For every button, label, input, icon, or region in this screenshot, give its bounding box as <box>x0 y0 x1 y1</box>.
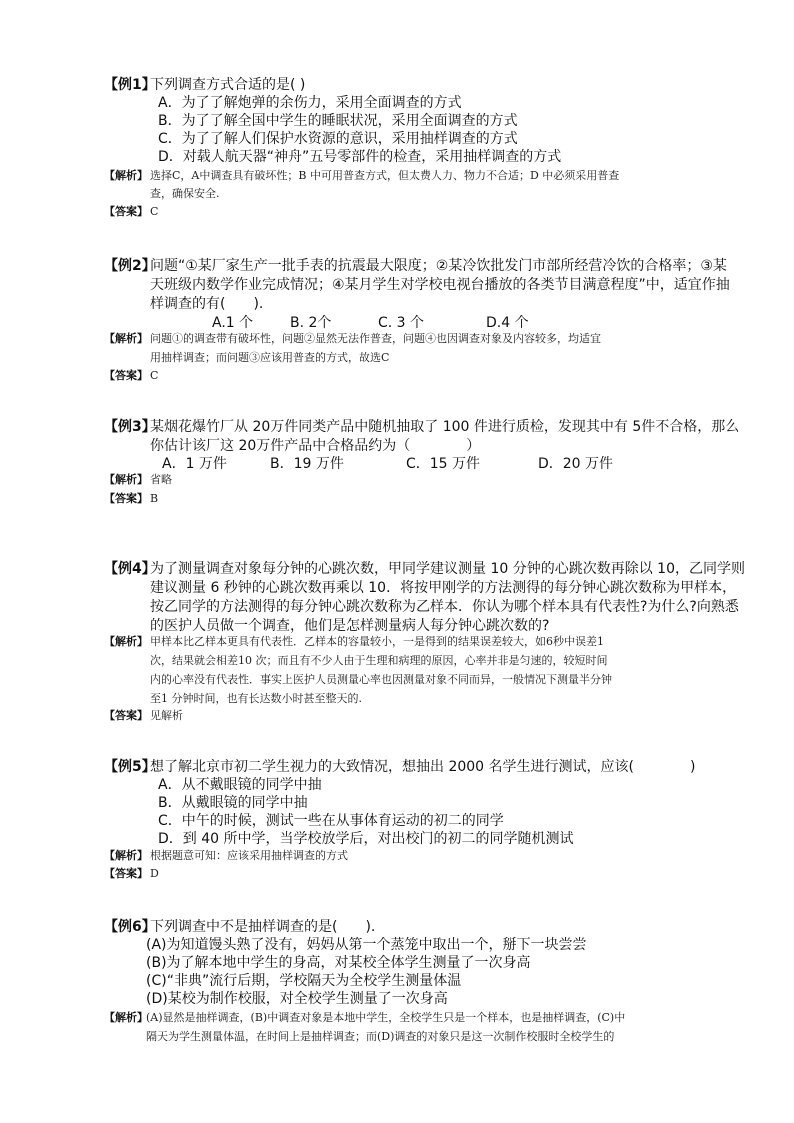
option-b: B. 2个 <box>290 315 332 331</box>
option-d: D．对载人航天器“神舟”五号零部件的检查，采用抽样调查的方式 <box>158 149 562 165</box>
answer-value: B <box>150 492 159 505</box>
example-tag: 【例5】 <box>104 759 156 775</box>
answer-value: C <box>150 369 159 382</box>
answer-label: 【答案】 <box>104 709 148 722</box>
analysis-label: 【解析】 <box>104 1011 148 1024</box>
analysis-line: 选择C，A中调查具有破坏性；B 中可用普查方式，但太费人力、物力不合适；D 中必须采用普查 <box>150 169 620 182</box>
option-a: A.1 个 <box>212 315 254 331</box>
example-tag: 【例2】 <box>104 258 156 274</box>
option-b: B．从戴眼镜的同学中抽 <box>158 795 308 811</box>
option-d: D.4 个 <box>486 315 529 331</box>
option-c: C．15 万件 <box>406 456 481 472</box>
answer-value: C <box>150 205 159 218</box>
example-tag: 【例6】 <box>104 919 156 935</box>
answer-label: 【答案】 <box>104 867 148 880</box>
analysis-line: 至1 分钟时间，也有长达数小时甚至整天的. <box>150 692 362 705</box>
option-c: C．为了了解人们保护水资源的意识，采用抽样调查的方式 <box>158 131 518 147</box>
option-c: C. 3 个 <box>378 315 425 331</box>
question-line: 天班级内数学作业完成情况；④某月学生对学校电视台播放的各类节目满意程度”中，适宜作抽 <box>150 277 730 293</box>
option-a: A．从不戴眼镜的同学中抽 <box>158 777 322 793</box>
analysis-label: 【解析】 <box>104 849 148 862</box>
question-line: 问题“①某厂家生产一批手表的抗震最大限度；②某冷饮批发门市部所经营冷饮的合格率；③某 <box>150 258 727 274</box>
option-b: B．为了了解全国中学生的睡眠状况，采用全面调查的方式 <box>158 113 518 129</box>
question-line: 建议测量 6 秒钟的心跳次数再乘以 10．将按甲刚学的方法测得的每分钟心跳次数称为甲样本， <box>150 580 737 596</box>
option-d: D．到 40 所中学，当学校放学后，对出校门的初二的同学随机测试 <box>158 831 574 847</box>
option-a: (A)为知道馒头熟了没有，妈妈从第一个蒸笼中取出一个，掰下一块尝尝 <box>146 937 587 953</box>
analysis-line: (A)显然是抽样调查，(B)中调查对象是本地中学生，全校学生只是一个样本，也是抽样调查，(C)中 <box>146 1011 626 1024</box>
question-line: 某烟花爆竹厂从 20万件同类产品中随机抽取了 100 件进行质检，发现其中有 5件不合格，那么 <box>150 419 740 435</box>
answer-label: 【答案】 <box>104 369 148 382</box>
analysis-label: 【解析】 <box>104 635 148 648</box>
analysis-line: 查，确保安全. <box>150 187 220 200</box>
example-tag: 【例1】 <box>104 77 156 93</box>
question-line: 下列调查方式合适的是( ) <box>150 77 306 93</box>
answer-value: D <box>150 867 159 880</box>
option-c: (C)“非典”流行后期，学校隔天为全校学生测量体温 <box>146 973 462 989</box>
analysis-line: 隔天为学生测量体温，在时间上是抽样调查；而(D)调查的对象只是这一次制作校服时全校学生的 <box>146 1030 615 1043</box>
analysis-line: 用抽样调查；而问题③应该用普查的方式，故选C <box>150 351 390 364</box>
option-d: D．20 万件 <box>538 456 614 472</box>
analysis-line: 次，结果就会相差10 次；而且有不少人由于生理和病理的原因，心率并非是匀速的，较短时间 <box>150 654 608 667</box>
example-tag: 【例3】 <box>104 419 156 435</box>
answer-value: 见解析 <box>150 709 183 722</box>
option-b: (B)为了解本地中学生的身高，对某校全体学生测量了一次身高 <box>146 955 531 971</box>
example-tag: 【例4】 <box>104 561 156 577</box>
analysis-line: 省略 <box>150 473 172 486</box>
answer-label: 【答案】 <box>104 492 148 505</box>
question-line: 按乙同学的方法测得的每分钟心跳次数称为乙样本．你认为哪个样本具有代表性?为什么?向熟悉 <box>150 599 739 615</box>
answer-label: 【答案】 <box>104 205 148 218</box>
analysis-label: 【解析】 <box>104 473 148 486</box>
analysis-line: 内的心率没有代表性．事实上医护人员测量心率也因测量对象不同而异，一般情况下测量半分钟 <box>150 673 612 686</box>
option-b: B．19 万件 <box>270 456 344 472</box>
analysis-line: 问题①的调查带有破坏性，问题②显然无法作普查，问题④也因调查对象及内容较多，均适宜 <box>150 332 601 345</box>
option-a: A．1 万件 <box>162 456 227 472</box>
option-a: A．为了了解炮弹的余伤力，采用全面调查的方式 <box>158 95 462 111</box>
option-d: (D)某校为制作校服，对全校学生测量了一次身高 <box>146 991 448 1007</box>
analysis-label: 【解析】 <box>104 332 148 345</box>
analysis-label: 【解析】 <box>104 169 148 182</box>
question-line: 想了解北京市初二学生视力的大致情况，想抽出 2000 名学生进行测试，应该( ) <box>150 759 696 775</box>
question-line: 你估计该厂这 20万件产品中合格品约为（ ） <box>150 438 481 454</box>
question-line: 下列调查中不是抽样调查的是( ). <box>150 919 376 935</box>
analysis-line: 根据题意可知：应该采用抽样调查的方式 <box>150 849 348 862</box>
question-line: 为了测量调查对象每分钟的心跳次数，甲同学建议测量 10 分钟的心跳次数再除以 10，乙同学则 <box>150 561 745 577</box>
question-line: 样调查的有( ). <box>150 296 264 312</box>
question-line: 的医护人员做一个调查，他们是怎样测量病人每分钟心跳次数的? <box>150 618 550 634</box>
analysis-line: 甲样本比乙样本更具有代表性．乙样本的容量较小，一是得到的结果误差较大，如6秒中误差1 <box>150 635 604 648</box>
option-c: C．中午的时候，测试一些在从事体育运动的初二的同学 <box>158 813 504 829</box>
